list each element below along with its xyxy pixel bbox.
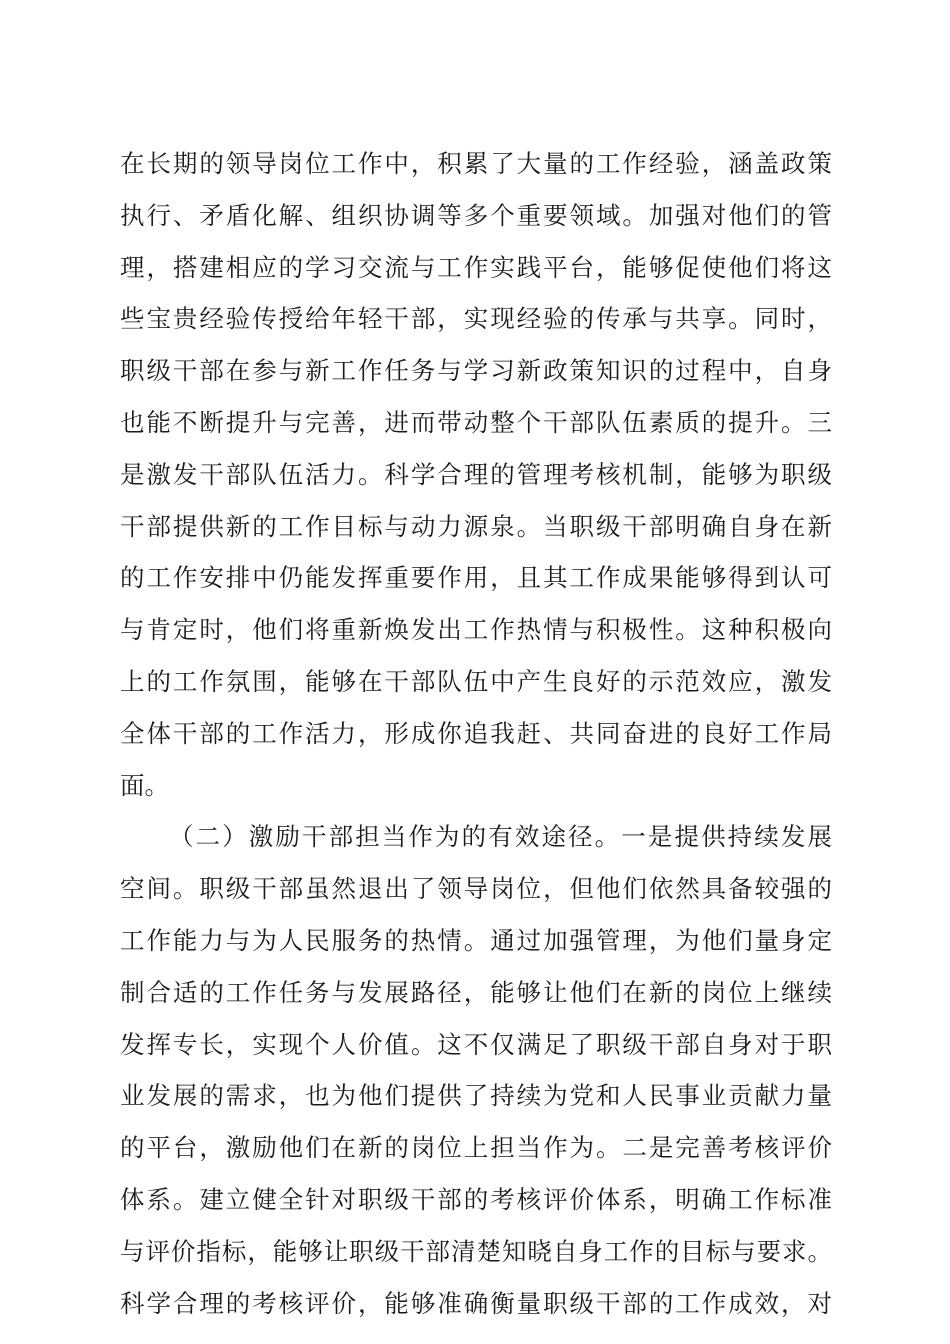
text-line: 在长期的领导岗位工作中，积累了大量的工作经验，涵盖政策 xyxy=(120,149,832,178)
text-line: 干部提供新的工作目标与动力源泉。当职级干部明确自身在新 xyxy=(120,511,832,541)
document-body xyxy=(120,138,832,1329)
text-line: 工作能力与为人民服务的热情。通过加强管理，为他们量身定 xyxy=(120,925,832,955)
text-line: 体系。建立健全针对职级干部的考核评价体系，明确工作标准 xyxy=(120,1184,832,1214)
text-line: 的平台，激励他们在新的岗位上担当作为。二是完善考核评价 xyxy=(120,1133,832,1163)
text-line: 发挥专长，实现个人价值。这不仅满足了职级干部自身对于职 xyxy=(120,1029,832,1059)
text-line: 是激发干部队伍活力。科学合理的管理考核机制，能够为职级 xyxy=(120,459,832,489)
text-line: 执行、矛盾化解、组织协调等多个重要领域。加强对他们的管 xyxy=(120,200,832,230)
paragraph-2 xyxy=(120,811,832,1329)
text-line: 的工作安排中仍能发挥重要作用，且其工作成果能够得到认可 xyxy=(120,563,832,593)
text-line: 理，搭建相应的学习交流与工作实践平台，能够促使他们将这 xyxy=(120,252,832,282)
text-line: 些宝贵经验传授给年轻干部，实现经验的传承与共享。同时， xyxy=(120,304,832,334)
section-heading-line: （二）激励干部担当作为的有效途径。一是提供持续发展 xyxy=(169,822,832,852)
text-line: 也能不断提升与完善，进而带动整个干部队伍素质的提升。三 xyxy=(120,407,832,437)
text-line: 科学合理的考核评价，能够准确衡量职级干部的工作成效，对 xyxy=(120,1288,832,1318)
text-line: 上的工作氛围，能够在干部队伍中产生良好的示范效应，激发 xyxy=(120,666,832,696)
text-line: 空间。职级干部虽然退出了领导岗位，但他们依然具备较强的 xyxy=(120,874,832,904)
text-line: 全体干部的工作活力，形成你追我赶、共同奋进的良好工作局 xyxy=(120,718,832,748)
text-line: 业发展的需求，也为他们提供了持续为党和人民事业贡献力量 xyxy=(120,1081,832,1111)
paragraph-1 xyxy=(120,138,832,811)
text-line: 与评价指标，能够让职级干部清楚知晓自身工作的目标与要求。 xyxy=(120,1236,832,1266)
text-line: 制合适的工作任务与发展路径，能够让他们在新的岗位上继续 xyxy=(120,977,832,1007)
text-line: 面。 xyxy=(120,770,169,800)
text-line: 与肯定时，他们将重新焕发出工作热情与积极性。这种积极向 xyxy=(120,615,832,645)
text-line: 职级干部在参与新工作任务与学习新政策知识的过程中，自身 xyxy=(120,356,832,386)
